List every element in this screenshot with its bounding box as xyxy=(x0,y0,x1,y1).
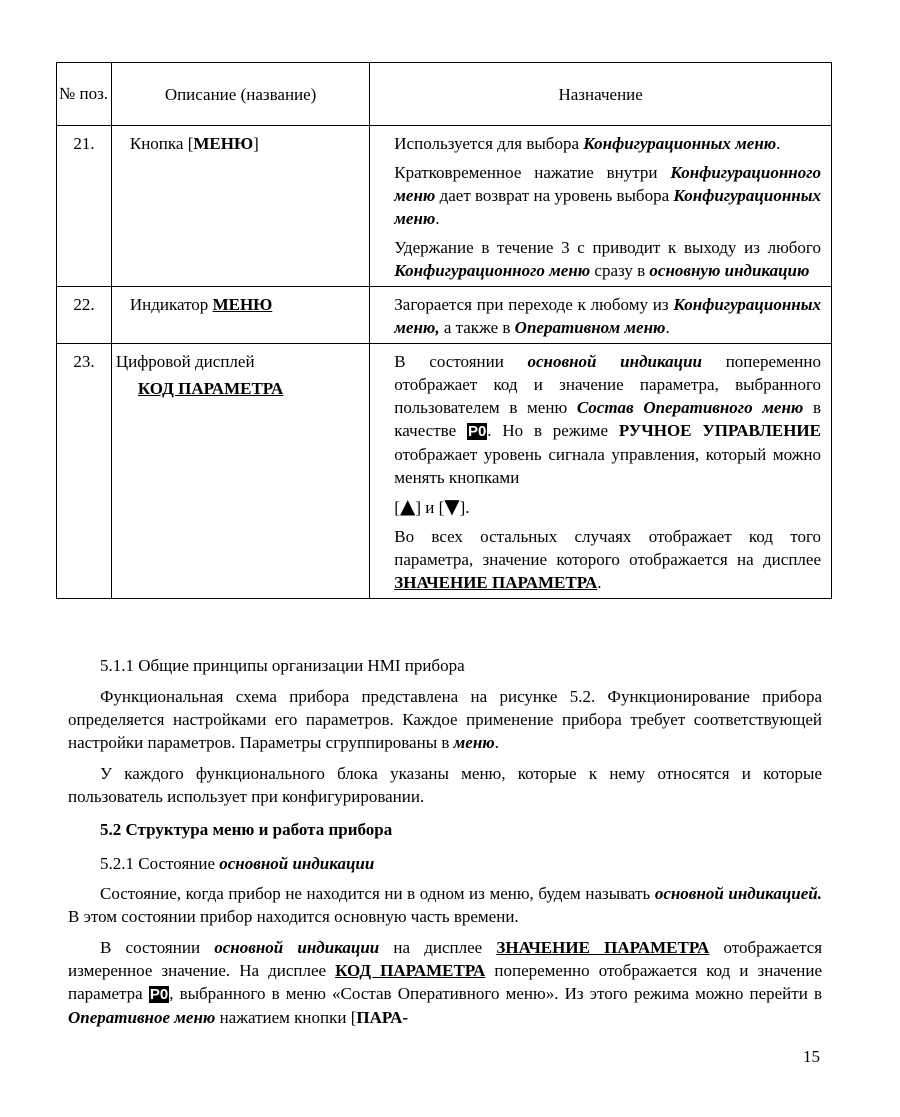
emphasis: Конфигурационных меню xyxy=(583,134,777,153)
button-name: ПАРА- xyxy=(356,1008,409,1027)
purpose-paragraph xyxy=(394,132,821,155)
text: В состоянии xyxy=(394,352,528,371)
text: в качестве xyxy=(394,398,821,440)
text: Загорается при переходе к любому из xyxy=(394,295,674,314)
text: Функциональная схема прибора представлена на рисунке 5.2. Функционирование прибора определяется настройками его параметров. Каждое применение прибора требует соответствующей настройки параметров. Параметры сгруппированы в xyxy=(68,687,822,752)
text: [ xyxy=(394,498,400,517)
desc-text: Индикатор xyxy=(129,295,213,314)
purpose-paragraph xyxy=(394,161,821,230)
paragraph xyxy=(68,685,822,754)
section-521-body xyxy=(68,882,822,1037)
text: Состояние, когда прибор не находится ни в одном из меню, будем называть xyxy=(100,884,655,903)
emphasis: меню xyxy=(453,733,495,752)
text: попеременно отображает код и значение параметра, выбранного пользователем в меню xyxy=(394,352,821,417)
emphasis: Оперативное меню xyxy=(68,1008,216,1027)
emphasis: основной индикацией. xyxy=(654,884,823,903)
text: Удержание в течение 3 с приводит к выходу из любого xyxy=(394,238,821,257)
desc-text: Кнопка [ xyxy=(129,134,194,153)
text: Кратковременное нажатие внутри xyxy=(394,163,671,182)
emphasis: Состав Оперативного меню xyxy=(576,398,804,417)
parameter-code: P0 xyxy=(149,986,169,1003)
up-arrow-icon: ▲ xyxy=(399,494,416,518)
desc-bold: МЕНЮ xyxy=(212,295,273,314)
paragraph xyxy=(68,882,822,928)
text: . xyxy=(665,318,670,337)
text: . xyxy=(435,209,440,228)
purpose-paragraph xyxy=(394,350,821,489)
mode-name: РУЧНОЕ УПРАВЛЕНИЕ xyxy=(618,421,821,440)
page-number: 15 xyxy=(803,1047,820,1066)
text: В этом состоянии прибор находится основную часть времени. xyxy=(68,907,519,926)
paragraph xyxy=(68,936,822,1029)
text: 5.2.1 Состояние xyxy=(100,854,220,873)
section-521-title xyxy=(100,852,374,875)
display-name: КОД ПАРАМЕТРА xyxy=(335,961,486,980)
row-num: 22. xyxy=(57,287,112,344)
row-description xyxy=(111,287,369,344)
row-purpose xyxy=(370,344,832,599)
section-52-title: 5.2 Структура меню и работа прибора xyxy=(100,820,393,839)
text: на дисплее xyxy=(379,938,497,957)
row-purpose xyxy=(370,287,832,344)
header-description: Описание (название) xyxy=(111,63,369,126)
text: . xyxy=(776,134,781,153)
emphasis: Конфигурационного меню xyxy=(394,163,821,205)
text: попеременно отображается код и значение параметра xyxy=(68,961,823,1003)
desc-bold: МЕНЮ xyxy=(193,134,254,153)
text: сразу в xyxy=(590,261,650,280)
display-name: ЗНАЧЕНИЕ ПАРАМЕТРА xyxy=(496,938,710,957)
text: ]. xyxy=(459,498,470,517)
purpose-paragraph xyxy=(394,525,821,594)
text: отображает уровень сигнала управления, который можно менять кнопками xyxy=(394,445,821,487)
header-purpose: Назначение xyxy=(370,63,832,126)
text: нажатием кнопки [ xyxy=(215,1008,357,1027)
text: ] и [ xyxy=(415,498,445,517)
text: . Но в режиме xyxy=(487,421,619,440)
desc-text: ] xyxy=(253,134,259,153)
row-num: 21. xyxy=(57,126,112,287)
header-num: № поз. xyxy=(57,63,112,126)
section-511-title: 5.1.1 Общие принципы организации HMI прибора xyxy=(100,656,465,675)
text: а также в xyxy=(439,318,515,337)
desc-text: Цифровой дисплей xyxy=(115,352,255,371)
text: В состоянии xyxy=(100,938,215,957)
emphasis: Оперативном меню xyxy=(514,318,666,337)
text: . xyxy=(494,733,499,752)
purpose-paragraph xyxy=(394,236,821,282)
desc-bold: КОД ПАРАМЕТРА xyxy=(137,379,284,398)
section-511-body xyxy=(68,685,822,816)
down-arrow-icon: ▼ xyxy=(444,494,460,518)
table-header-row xyxy=(57,63,832,126)
parameter-code: P0 xyxy=(467,423,487,440)
emphasis: Конфигурационного меню xyxy=(394,261,591,280)
text: Используется для выбора xyxy=(394,134,584,153)
text: дает возврат на уровень выбора xyxy=(435,186,674,205)
parameters-table xyxy=(56,62,832,599)
display-name: ЗНАЧЕНИЕ ПАРАМЕТРА xyxy=(394,573,598,592)
row-purpose xyxy=(370,126,832,287)
emphasis: основную индикацию xyxy=(649,261,810,280)
row-num: 23. xyxy=(57,344,112,599)
emphasis: Конфигурационных меню, xyxy=(394,295,821,337)
purpose-paragraph xyxy=(394,495,821,519)
text: . xyxy=(597,573,602,592)
paragraph: У каждого функционального блока указаны меню, которые к нему относятся и которые пользователь использует при конфигурировании. xyxy=(68,764,822,806)
text: , выбранного в меню «Состав Оперативного меню». Из этого режима можно перейти в xyxy=(169,984,822,1003)
emphasis: основной индикации xyxy=(527,352,703,371)
row-description xyxy=(111,344,369,599)
emphasis: основной индикации xyxy=(219,854,375,873)
purpose-paragraph xyxy=(394,293,821,339)
emphasis: Конфигурационных меню xyxy=(394,186,821,228)
text: Во всех остальных случаях отображает код того параметра, значение которого отображается на дисплее xyxy=(394,527,821,569)
table-row xyxy=(57,126,832,287)
table-row xyxy=(57,344,832,599)
table-row xyxy=(57,287,832,344)
row-description xyxy=(111,126,369,287)
emphasis: основной индикации xyxy=(214,938,380,957)
text: отображается измеренное значение. На дисплее xyxy=(68,938,823,980)
